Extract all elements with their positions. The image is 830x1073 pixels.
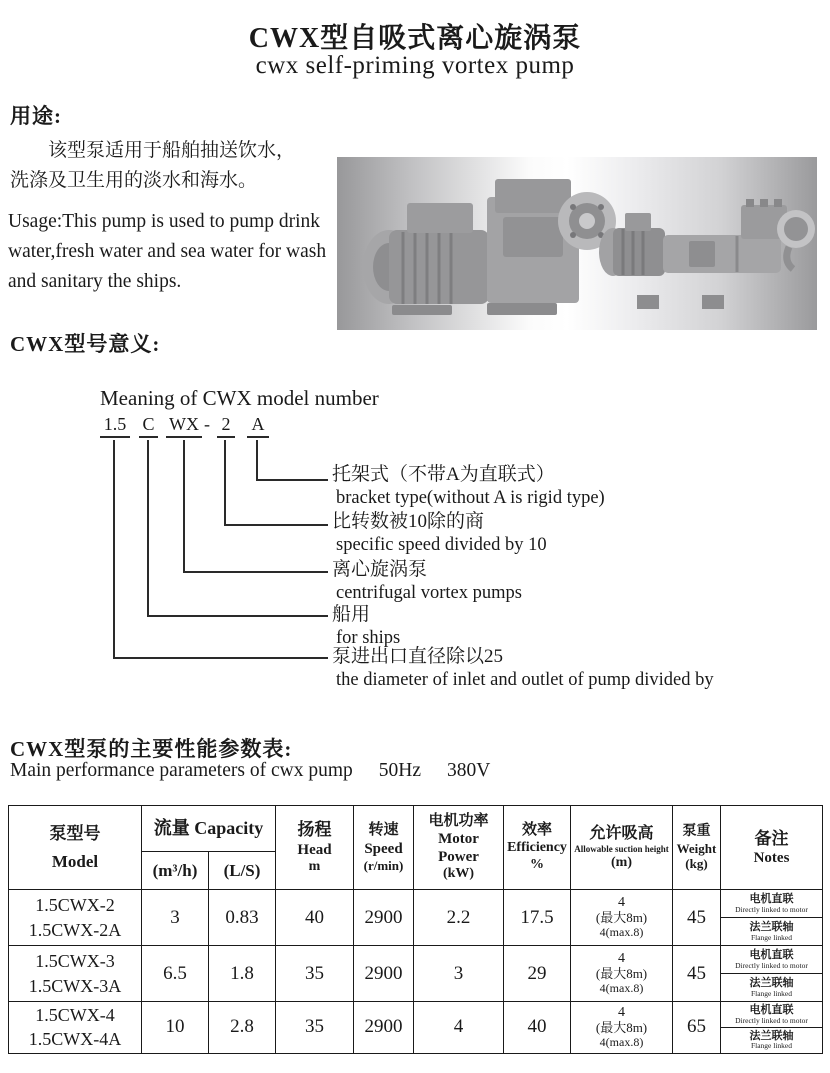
- efficiency-value: 29: [504, 946, 571, 1002]
- suction-line2: (最大8m): [595, 910, 648, 926]
- col-header-weight-unit: (kg): [685, 856, 708, 872]
- head-value: 35: [276, 1002, 354, 1054]
- col-header-speed-unit: (r/min): [363, 858, 404, 874]
- diagram-label-diameter: [332, 646, 714, 692]
- suction-value: [571, 890, 673, 946]
- col-header-suction-unit: (m): [611, 854, 632, 870]
- pump-photos-panel: [337, 157, 817, 330]
- col-header-weight: [673, 806, 721, 890]
- model-name: 1.5CWX-2A: [28, 919, 122, 940]
- table-row-model: [9, 890, 142, 946]
- suction-line3: 4(max.8): [599, 981, 644, 996]
- params-voltage: 380V: [447, 760, 491, 781]
- note-direct-coupled: [721, 1002, 823, 1028]
- col-header-head: [276, 806, 354, 890]
- model-name: 1.5CWX-4A: [28, 1029, 122, 1050]
- diagram-label-ship-en: for ships: [336, 627, 401, 648]
- capacity-ls-value: 0.83: [209, 890, 276, 946]
- diagram-label-ship-zh: 船用: [332, 604, 371, 625]
- note-en: Flange linked: [750, 932, 793, 942]
- suction-line1: 4: [618, 895, 625, 911]
- capacity-m3h-value: 6.5: [142, 946, 209, 1002]
- diagram-label-speed-zh: 比转数被10除的商: [332, 511, 485, 532]
- col-header-efficiency-en: Efficiency: [507, 840, 567, 856]
- col-header-notes-en: Notes: [753, 850, 790, 867]
- note-direct-coupled: [721, 890, 823, 918]
- params-heading-en: [10, 760, 516, 782]
- col-header-model: [9, 806, 142, 890]
- col-header-capacity-label: 流量 Capacity: [153, 818, 264, 839]
- right-pump-photo: [599, 199, 815, 309]
- capacity-ls-value: 2.8: [209, 1002, 276, 1054]
- diagram-label-bracket: [332, 464, 605, 510]
- model-name: 1.5CWX-3A: [28, 975, 122, 996]
- speed-value: 2900: [354, 890, 414, 946]
- col-header-power-unit: (kW): [442, 866, 475, 882]
- note-en: Directly linked to motor: [735, 904, 808, 914]
- col-header-capacity-ls: [209, 852, 276, 890]
- note-zh: 法兰联轴: [749, 1029, 794, 1042]
- suction-line1: 4: [618, 1004, 625, 1020]
- diagram-label-ship: [332, 604, 400, 650]
- col-header-speed: [354, 806, 414, 890]
- col-header-capacity-m3h: [142, 852, 209, 890]
- note-en: Directly linked to motor: [735, 1015, 808, 1025]
- capacity-m3h-value: 3: [142, 890, 209, 946]
- note-en: Directly linked to motor: [735, 960, 808, 970]
- model-code-vortex: WX: [166, 415, 202, 438]
- col-header-suction-zh: 允许吸高: [589, 824, 654, 842]
- note-zh: 电机直联: [749, 949, 794, 962]
- power-value: 3: [414, 946, 504, 1002]
- model-meaning-heading-zh: CWX型号意义:: [10, 332, 161, 356]
- diagram-label-vortex-zh: 离心旋涡泵: [332, 559, 428, 580]
- col-header-capacity-ls-label: (L/S): [223, 860, 261, 880]
- col-header-speed-zh: 转速: [368, 822, 399, 839]
- efficiency-value: 40: [504, 1002, 571, 1054]
- model-code-ship: C: [139, 415, 158, 438]
- table-row-model: [9, 946, 142, 1002]
- note-flange-linked: [721, 1027, 823, 1053]
- col-header-head-en: Head: [297, 841, 332, 858]
- note-en: Flange linked: [750, 988, 793, 998]
- suction-line2: (最大8m): [595, 966, 648, 982]
- col-header-suction-en: Allowable suction height: [574, 843, 669, 854]
- col-header-power: [414, 806, 504, 890]
- page-title-zh: CWX型自吸式离心旋涡泵: [248, 23, 582, 54]
- usage-heading: 用途:: [10, 104, 62, 128]
- col-header-model-zh: 泵型号: [49, 823, 101, 843]
- usage-zh-line1: 该型泵适用于船舶抽送饮水，: [48, 140, 296, 161]
- col-header-capacity-m3h-label: (m³/h): [152, 860, 198, 880]
- left-pump-photo: [363, 179, 616, 315]
- col-header-head-zh: 扬程: [297, 820, 332, 840]
- diagram-label-bracket-en: bracket type(without A is rigid type): [336, 487, 605, 508]
- col-header-efficiency: [504, 806, 571, 890]
- weight-value: 65: [673, 1002, 721, 1054]
- col-header-weight-zh: 泵重: [682, 824, 711, 840]
- note-zh: 法兰联轴: [749, 977, 794, 990]
- params-heading-en-text: Main performance parameters of cwx pump: [10, 760, 353, 781]
- col-header-efficiency-zh: 效率: [521, 822, 552, 839]
- note-zh: 法兰联轴: [749, 921, 794, 934]
- diagram-label-diameter-zh: 泵进出口直径除以25: [332, 646, 504, 667]
- col-header-head-unit: m: [308, 858, 321, 874]
- note-zh: 电机直联: [749, 1003, 794, 1016]
- pump-photos-illustration: [337, 157, 817, 330]
- suction-line2: (最大8m): [595, 1019, 648, 1035]
- diagram-label-vortex-en: centrifugal vortex pumps: [336, 582, 522, 603]
- params-frequency: 50Hz: [378, 760, 421, 781]
- usage-zh-line2: 洗涤及卫生用的淡水和海水。: [10, 170, 258, 192]
- speed-value: 2900: [354, 1002, 414, 1054]
- col-header-notes: [721, 806, 823, 890]
- diagram-label-diameter-en: the diameter of inlet and outlet of pump divided by: [336, 669, 714, 690]
- suction-line1: 4: [618, 951, 625, 967]
- usage-paragraph-en: Usage:This pump is used to pump drink water,fresh water and sea water for wash and sanitary the ships.: [8, 211, 327, 293]
- col-header-power-en: Motor Power: [438, 831, 479, 866]
- page-title-en: cwx self-priming vortex pump: [255, 52, 575, 79]
- model-name: 1.5CWX-2: [35, 895, 115, 916]
- col-header-efficiency-unit: %: [530, 856, 544, 872]
- capacity-m3h-value: 10: [142, 1002, 209, 1054]
- col-header-capacity: [142, 806, 276, 852]
- head-value: 40: [276, 890, 354, 946]
- efficiency-value: 17.5: [504, 890, 571, 946]
- suction-value: [571, 946, 673, 1002]
- model-code-bracket: A: [247, 415, 269, 438]
- model-name: 1.5CWX-4: [35, 1005, 115, 1025]
- col-header-speed-en: Speed: [364, 841, 403, 858]
- diagram-label-speed-en: specific speed divided by 10: [336, 534, 547, 555]
- power-value: 2.2: [414, 890, 504, 946]
- model-meaning-heading-en: Meaning of CWX model number: [100, 386, 379, 410]
- usage-paragraph-zh: [10, 136, 342, 197]
- table-row-model: [9, 1002, 142, 1054]
- note-flange-linked: [721, 974, 823, 1002]
- weight-value: 45: [673, 946, 721, 1002]
- note-flange-linked: [721, 918, 823, 946]
- speed-value: 2900: [354, 946, 414, 1002]
- col-header-notes-zh: 备注: [754, 828, 789, 848]
- model-number-diagram: [80, 415, 825, 705]
- weight-value: 45: [673, 890, 721, 946]
- capacity-ls-value: 1.8: [209, 946, 276, 1002]
- suction-line3: 4(max.8): [599, 925, 644, 940]
- note-en: Flange linked: [750, 1041, 793, 1051]
- note-zh: 电机直联: [749, 893, 794, 906]
- suction-value: [571, 1002, 673, 1054]
- note-direct-coupled: [721, 946, 823, 974]
- model-code-diameter: 1.5: [100, 415, 130, 438]
- model-code-speed: 2: [217, 415, 235, 438]
- params-heading-zh: CWX型泵的主要性能参数表:: [10, 737, 293, 761]
- model-name: 1.5CWX-3: [35, 951, 115, 972]
- col-header-weight-en: Weight: [676, 840, 717, 856]
- head-value: 35: [276, 946, 354, 1002]
- diagram-label-speed: [332, 511, 547, 557]
- model-code-hyphen: -: [204, 414, 210, 434]
- suction-line3: 4(max.8): [599, 1034, 644, 1049]
- col-header-suction: [571, 806, 673, 890]
- diagram-label-vortex: [332, 559, 522, 605]
- power-value: 4: [414, 1002, 504, 1054]
- performance-table: [8, 805, 823, 1054]
- col-header-power-zh: 电机功率: [428, 812, 489, 829]
- col-header-model-en: Model: [51, 851, 99, 871]
- diagram-label-bracket-zh: 托架式（不带A为直联式）: [332, 464, 555, 485]
